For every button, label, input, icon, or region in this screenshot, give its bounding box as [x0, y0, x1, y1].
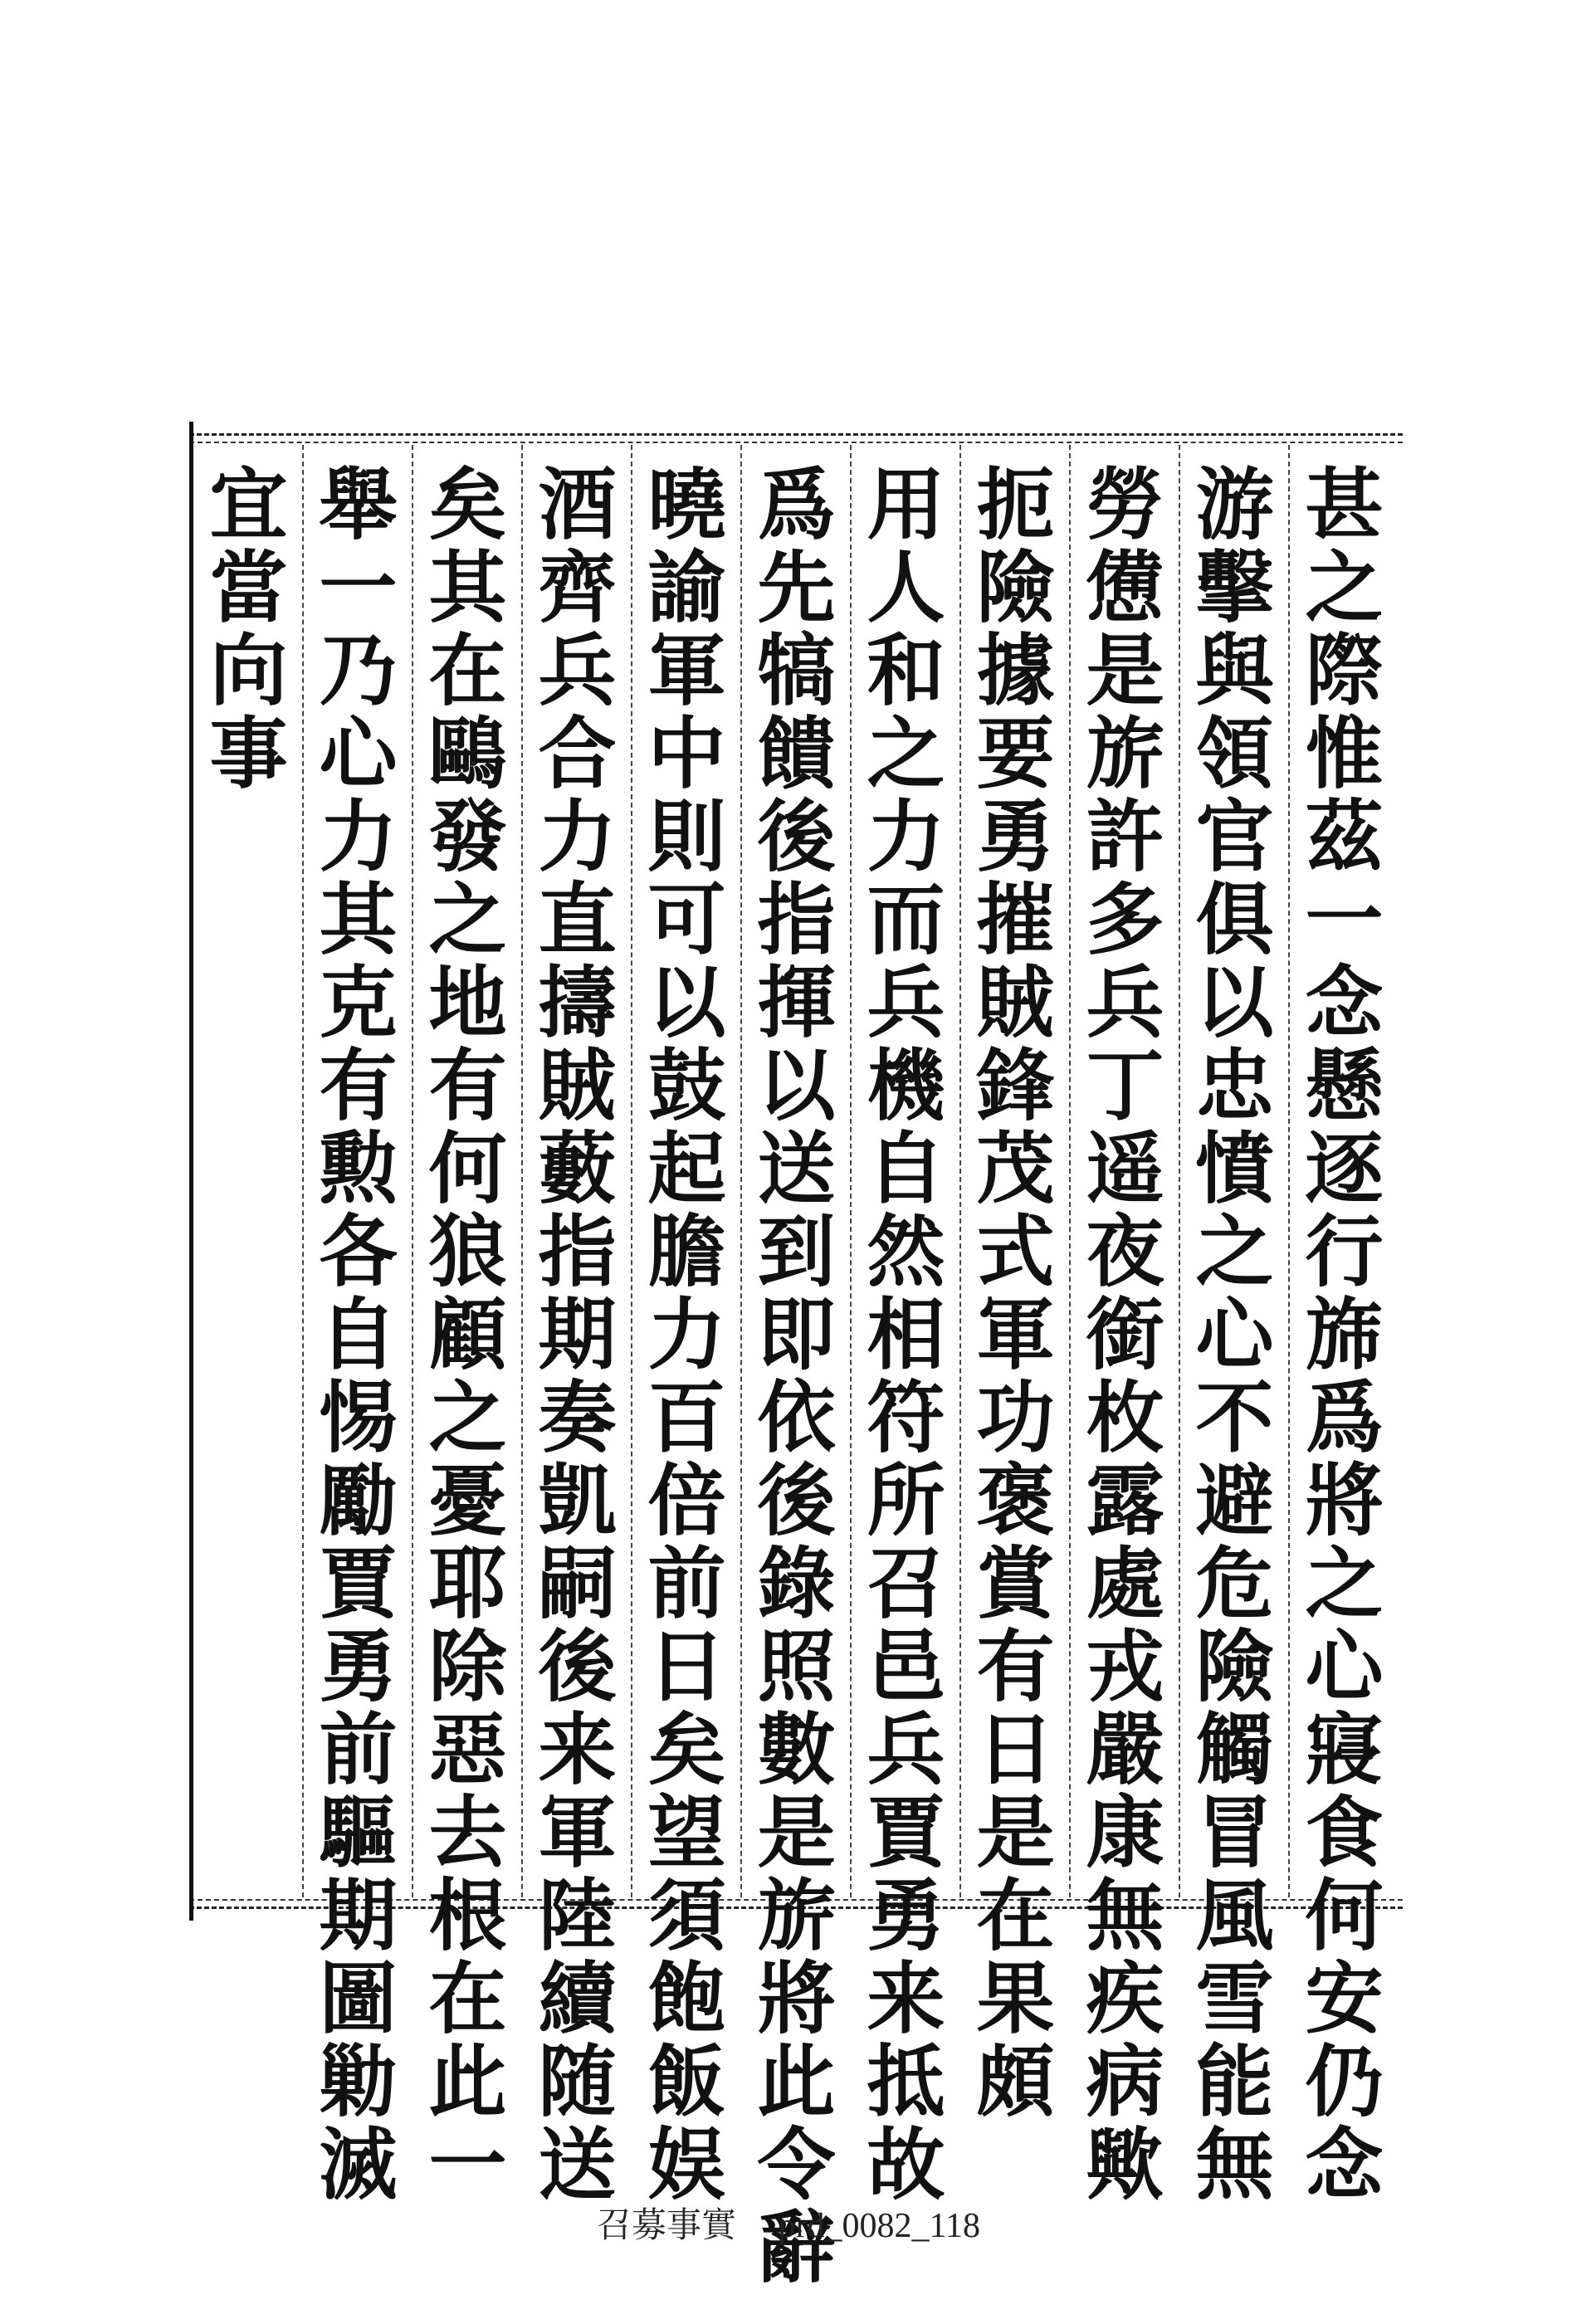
- column-4: [959, 445, 1069, 2123]
- column-2: [1179, 445, 1288, 2206]
- column-1: [1288, 445, 1398, 2206]
- column-9: [412, 445, 521, 2206]
- column-text: 甚之際惟茲一念懸逐行旆爲將之心寢食何安仍念: [1291, 463, 1383, 2206]
- column-text: 爲先犒饋後指揮以送到即依後錄照數是旂將此令辭: [744, 463, 835, 2289]
- column-text: 宜當向事: [196, 463, 287, 795]
- column-text: 舉一乃心力其克有勲各自惕勵賈勇前驅期圖勦滅: [305, 463, 397, 2206]
- column-8: [521, 445, 631, 2206]
- column-text: 酒齊兵合力直擣賊藪指期奏凱嗣後来軍陸續随送: [525, 463, 616, 2206]
- column-3: [1069, 445, 1179, 2206]
- column-6: [740, 445, 850, 2289]
- column-10: [302, 445, 412, 2206]
- frame-top-border-inner: [189, 442, 1403, 443]
- column-11: [194, 445, 302, 1897]
- column-text: 游擊與領官俱以忠憤之心不避危險觸冒風雪能無: [1182, 463, 1273, 2206]
- column-text: 用人和之力而兵機自然相符所召邑兵賈勇来抵故: [853, 463, 945, 2206]
- column-text: 曉諭軍中則可以鼓起膽力百倍前日矣望須飽飯娱: [634, 463, 725, 2206]
- column-text: 勞憊是旂許多兵丁遥夜銜枚露處戎嚴康無疾病歟: [1072, 463, 1164, 2206]
- footer-code: prd_0082_118: [778, 2207, 980, 2245]
- frame-top-border: [189, 433, 1403, 436]
- column-7: [631, 445, 740, 2206]
- page-footer: [0, 2198, 1577, 2248]
- column-text: 扼險據要勇摧賊鋒茂式軍功褒賞有日是在果頗: [963, 463, 1054, 2123]
- column-5: [850, 445, 959, 2206]
- column-text: 矣其在鷗發之地有何狼顧之憂耶除惡去根在此一: [415, 463, 506, 2206]
- footer-title: 召募事實: [597, 2207, 737, 2245]
